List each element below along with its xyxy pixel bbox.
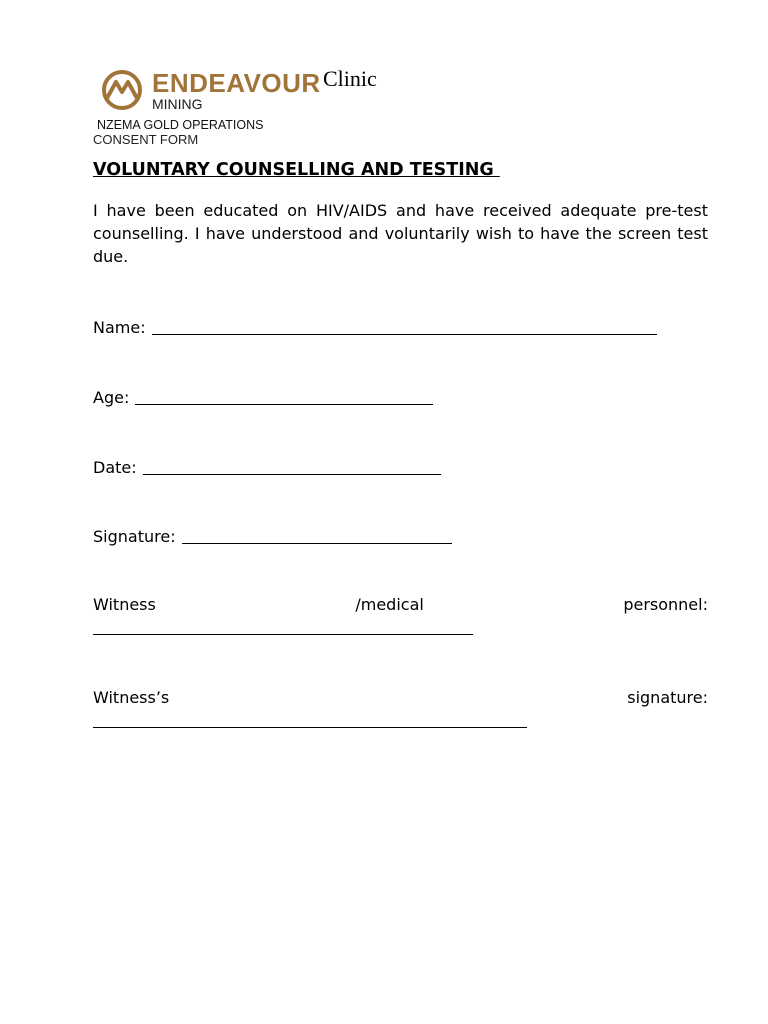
clinic-label: Clinic	[323, 66, 377, 91]
company-logo	[94, 60, 321, 134]
date-field[interactable]	[93, 456, 441, 477]
name-label: Name:	[93, 318, 146, 337]
witness-signature-word: signature:	[627, 688, 708, 707]
witness-signature-line[interactable]	[93, 727, 527, 728]
date-line[interactable]	[143, 458, 441, 475]
signature-label: Signature:	[93, 527, 176, 546]
logo-sub-brand: MINING	[152, 96, 203, 112]
witness-word: Witness	[93, 595, 156, 614]
date-label: Date:	[93, 458, 137, 477]
form-type-label: CONSENT FORM	[93, 132, 199, 147]
witness-personnel-word: personnel:	[623, 595, 708, 614]
endeavour-mountain-logo-icon	[96, 70, 148, 110]
name-field[interactable]	[93, 316, 657, 337]
name-line[interactable]	[152, 318, 657, 335]
witness-sig-word: Witness’s	[93, 688, 170, 707]
logo-operations: NZEMA GOLD OPERATIONS	[97, 118, 264, 132]
signature-field[interactable]	[93, 525, 452, 546]
logo-brand: ENDEAVOUR	[152, 68, 321, 98]
form-title: VOLUNTARY COUNSELLING AND TESTING	[93, 160, 500, 180]
signature-line[interactable]	[182, 527, 452, 544]
witness-signature-label-row	[93, 688, 708, 707]
witness-personnel-line[interactable]	[93, 634, 473, 635]
witness-personnel-label-row	[93, 595, 708, 614]
consent-statement: I have been educated on HIV/AIDS and have received adequate pre-test counselling. I have understood and voluntarily wish to have the screen test due.	[93, 201, 708, 266]
age-line[interactable]	[135, 388, 433, 405]
witness-medical-word: /medical	[355, 595, 424, 614]
age-field[interactable]	[93, 386, 433, 407]
age-label: Age:	[93, 388, 130, 407]
